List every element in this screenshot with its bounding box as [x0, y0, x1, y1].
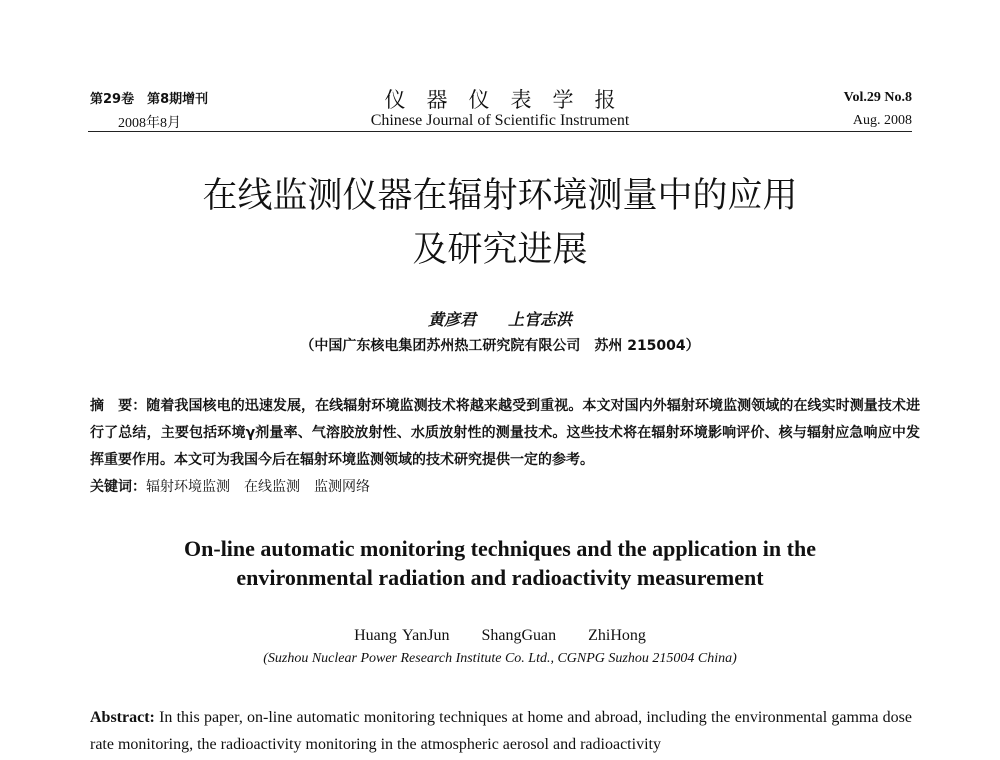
- title-en-line1: On-line automatic monitoring techniques and the application in the: [184, 536, 816, 561]
- date-en: Aug. 2008: [852, 113, 912, 128]
- keywords-cn-text: 辐射环境监测 在线监测 监测网络: [146, 479, 370, 495]
- keywords-cn-label: 关键词：: [90, 479, 146, 495]
- authors-en: Huang YanJun ShangGuan ZhiHong: [354, 627, 646, 644]
- abstract-en-label: Abstract:: [90, 709, 155, 726]
- title-cn-line2: 及研究进展: [412, 230, 588, 270]
- authors-cn: 黄彦君 上官志洪: [427, 310, 572, 329]
- affiliation-en: (Suzhou Nuclear Power Research Institute Co. Ltd., CGNPG Suzhou 215004 China): [263, 651, 737, 666]
- abstract-en: [90, 704, 912, 758]
- title-cn-line1: 在线监测仪器在辐射环境测量中的应用: [202, 176, 798, 216]
- abstract-cn: [90, 393, 920, 474]
- abstract-cn-text: 随着我国核电的迅速发展，在线辐射环境监测技术将越来越受到重视。本文对国内外辐射环境监测领域的在线实时测量技术进行了总结，主要包括环境γ剂量率、气溶胶放射性、水质放射性的测量技术。这些技术将在辐射环境影响评价、核与辐射应急响应中发挥重要作用。本文可为我国今后在辐射环境监测领域的技术研究提供一定的参考。: [90, 398, 921, 468]
- issue-date-cn: 2008年8月: [118, 116, 181, 131]
- volume-en: Vol.29 No.8: [843, 90, 912, 105]
- journal-name-en: Chinese Journal of Scientific Instrument: [370, 112, 630, 129]
- abstract-cn-label: 摘 要：: [90, 398, 147, 414]
- header-rule: [88, 131, 912, 132]
- volume-issue: 第29卷 第8期增刊: [90, 92, 209, 107]
- keywords-cn: [90, 474, 920, 501]
- abstract-en-text: In this paper, on-line automatic monitoring techniques at home and abroad, including the environmental gamma dose rate monitoring, the radioactivity monitoring in the atmospheric aerosol and radioactivity: [90, 709, 912, 753]
- affiliation-cn: （中国广东核电集团苏州热工研究院有限公司 苏州 215004）: [300, 338, 700, 354]
- title-en-line2: environmental radiation and radioactivity measurement: [236, 565, 764, 590]
- journal-name-cn: 仪 器 仪 表 学 报: [384, 88, 616, 112]
